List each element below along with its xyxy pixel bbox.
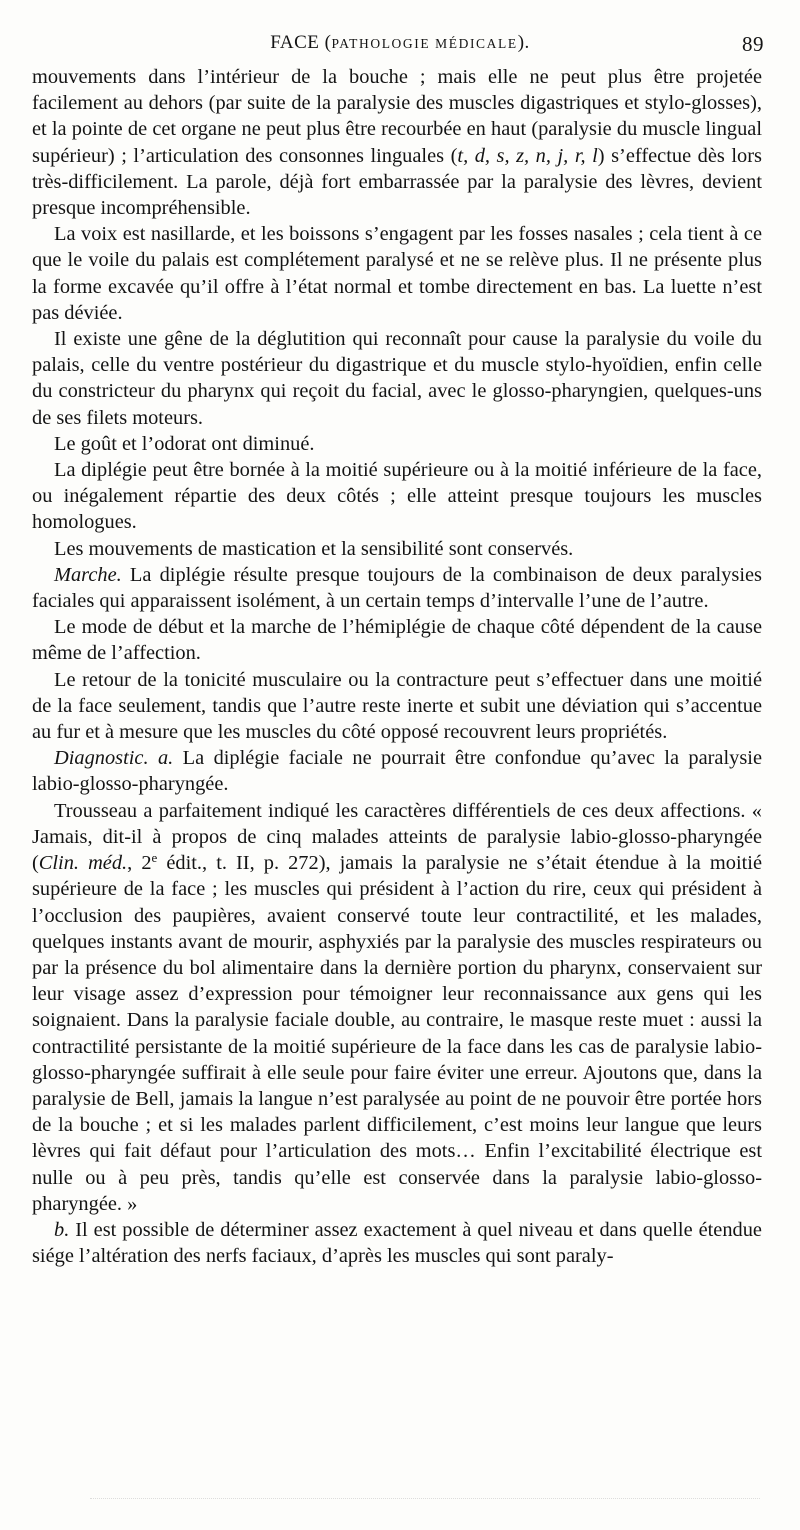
scan-artifact-line — [90, 1498, 760, 1501]
text-run: La diplégie faciale ne pourrait être confondue qu’avec la paralysie labio-glosso-pharyngée. — [32, 747, 762, 796]
paragraph — [32, 536, 762, 562]
paragraph — [32, 64, 762, 221]
text-run: , 2 — [127, 852, 152, 875]
running-title-main: FACE ( — [270, 32, 332, 53]
italic-text: Clin. méd. — [38, 852, 128, 875]
body-text — [32, 64, 762, 1269]
paragraph — [32, 1217, 762, 1269]
running-title-subtitle: PATHOLOGIE MÉDICALE — [331, 36, 518, 51]
italic-text: Marche. — [54, 563, 122, 586]
text-run: La diplégie résulte presque toujours de la combinaison de deux paralysies faciales qui apparaissent isolément, à un certain temps d’intervalle l’une de l’autre. — [32, 563, 762, 613]
running-title — [30, 32, 770, 54]
text-run: La voix est nasillarde, et les boissons s’engagent par les fosses nasales ; cela tient à ce que le voile du palais est complétement paralysé et ne se relève plus. Il ne présente plus la forme excavée qu’il offre à l’état normal et tombe directement en bas. La luette n’est pas déviée. — [32, 223, 762, 324]
text-run: Le retour de la tonicité musculaire ou la contracture peut s’effectuer dans une moitié de la face seulement, tandis que l’autre reste inerte et subit une déviation qui s’accentue au fur et à mesure que les muscles du côté opposé recouvrent leurs propriétés. — [32, 668, 762, 744]
italic-text: t, d, s, z, n, j, r, l — [457, 144, 598, 167]
paragraph — [32, 745, 762, 797]
paragraph — [32, 562, 762, 614]
running-header — [30, 28, 770, 58]
italic-text: Diagnostic. a. — [54, 747, 174, 770]
running-title-end: ). — [517, 32, 530, 53]
text-run: ) s’effectue dès lors très-difficilement. La parole, déjà fort embarrassée par la paralysie des lèvres, devient presque incompréhensible. — [32, 144, 762, 220]
text-run: mouvements dans l’intérieur de la bouche ; mais elle ne peut plus être projetée facilement au dehors (par suite de la paralysie des muscles digastriques et stylo-glosses), et la pointe de cet organe ne peut plus être recourbée en haut (paralysie du muscle lingual supérieur) ; l’articulation des consonnes linguales ( — [32, 66, 762, 167]
paragraph — [32, 667, 762, 746]
text-run: édit., t. II, p. 272), jamais la paralysie ne s’était étendue à la moitié supérieure de la face ; les muscles qui président à l’action du rire, ceux qui président à l’occlusion des paupières, avaient conservé toute leur contractilité, et les malades, quelques instants avant de mourir, asphyxiés par la paralysie des muscles respirateurs ou par la présence du bol alimentaire dans la dernière portion du pharynx, conservaient sur leur visage assez d’expression pour témoigner leur reconnaissance aux gens qui les soignaient. Dans la paralysie faciale double, au contraire, le masque reste muet : aussi la contractilité persistante de la moitié supérieure de la face dans les cas de paralysie labio-glosso-pharyngée suffirait à elle seule pour faire éviter une erreur. Ajoutons que, dans la paralysie de Bell, jamais la langue n’est paralysée au point de ne pouvoir être portée hors de la bouche ; et si les malades parlent difficilement, c’est moins leur langue que leurs lèvres qui fait défaut pour l’articulation des mots… Enfin l’excitabilité électrique est nulle ou à peu près, tandis qu’elle est conservée dans la paralysie labio-glosso-pharyngée. » — [32, 852, 763, 1215]
paragraph — [32, 614, 762, 666]
text-run: Les mouvements de mastication et la sensibilité sont conservés. — [54, 537, 574, 560]
text-run: Le goût et l’odorat ont diminué. — [54, 432, 315, 455]
paragraph — [32, 798, 762, 1217]
italic-text: b. — [54, 1218, 70, 1241]
text-run: Il est possible de déterminer assez exactement à quel niveau et dans quelle étendue siége l’altération des nerfs faciaux, d’après les muscles qui sont paraly- — [32, 1218, 762, 1268]
text-run: Trousseau a parfaitement indiqué les caractères différentiels de ces deux affections. « Jamais, dit-il à propos de cinq malades atteints de paralysie labio-glosso-pharyngée ( — [32, 799, 762, 875]
text-run: Il existe une gêne de la déglutition qui reconnaît pour cause la paralysie du voile du palais, celle du ventre postérieur du digastrique et du muscle stylo-hyoïdien, enfin celle du constricteur du pharynx qui reçoit du facial, avec le glosso-pharyngien, quelques-uns de ses filets moteurs. — [32, 328, 762, 429]
superscript: e — [151, 850, 158, 866]
text-run: La diplégie peut être bornée à la moitié supérieure ou à la moitié inférieure de la face, ou inégalement répartie des deux côtés ; elle atteint presque toujours les muscles homologues. — [32, 459, 762, 534]
text-run: Le mode de début et la marche de l’hémiplégie de chaque côté dépendent de la cause même de l’affection. — [32, 616, 762, 665]
paragraph — [32, 457, 762, 536]
page-number: 89 — [742, 32, 764, 56]
paragraph — [32, 326, 762, 431]
paragraph — [32, 431, 762, 457]
paragraph — [32, 221, 762, 326]
